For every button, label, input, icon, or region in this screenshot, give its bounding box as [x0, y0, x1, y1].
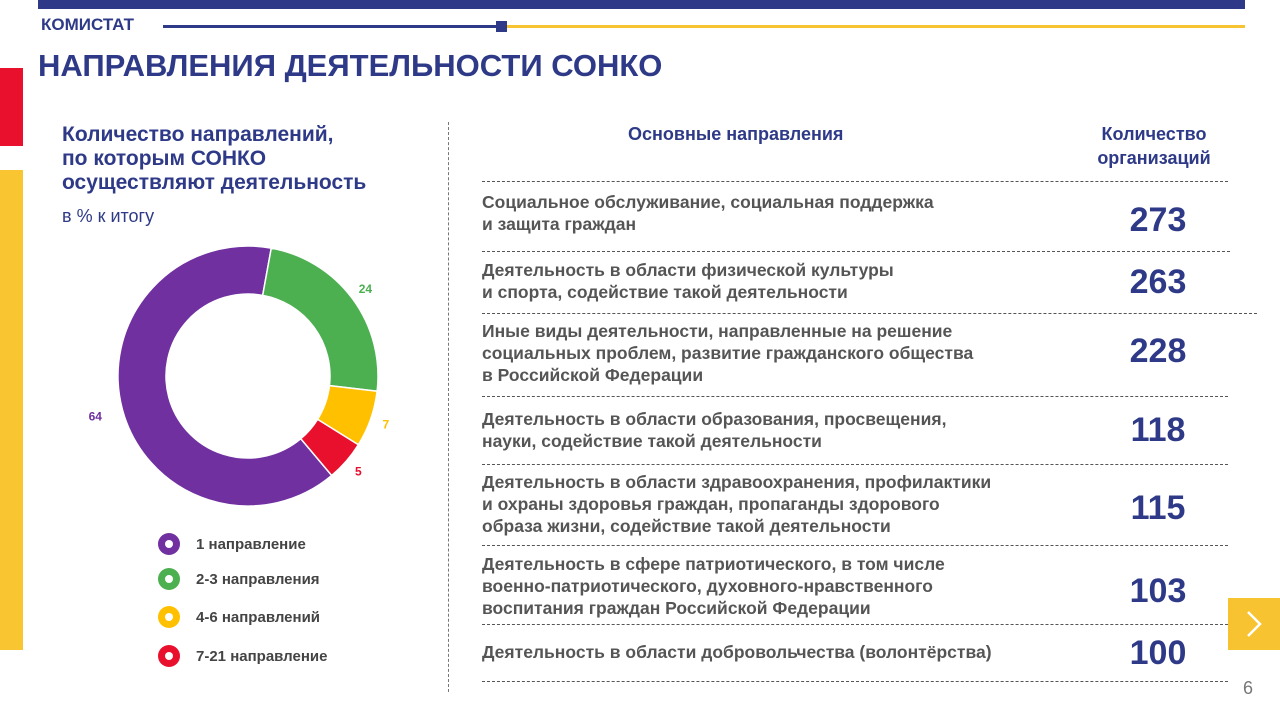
header-line-yellow	[507, 25, 1245, 28]
next-slide-button[interactable]	[1228, 598, 1280, 650]
direction-line: и защита граждан	[482, 214, 637, 234]
chart-title-line: Количество направлений,	[62, 123, 334, 146]
direction-line: военно-патриотического, духовного-нравственного	[482, 576, 933, 596]
direction-line: науки, содействие такой деятельности	[482, 431, 822, 451]
direction-line: Деятельность в области образования, просвещения,	[482, 409, 947, 429]
row-separator	[482, 624, 1228, 625]
table-row-count: 118	[1130, 411, 1186, 449]
page-number: 6	[1243, 678, 1254, 698]
direction-line: Деятельность в области физической культуры	[482, 260, 894, 280]
donut-data-label: 24	[358, 282, 373, 297]
table-row-count: 228	[1129, 332, 1187, 370]
donut-slice	[263, 248, 378, 391]
top-bar	[38, 0, 1245, 9]
chart-title	[62, 123, 442, 195]
row-separator	[482, 681, 1228, 682]
row-separator	[482, 313, 1257, 314]
chart-title-line: по которым СОНКО	[62, 147, 267, 170]
table-header-count	[1078, 122, 1230, 170]
table-row-count: 100	[1129, 634, 1187, 672]
direction-line: Социальное обслуживание, социальная поддержка	[482, 192, 934, 212]
donut-data-label: 5	[354, 464, 362, 479]
legend-label: 4-6 направлений	[196, 609, 321, 626]
table-row-direction	[482, 641, 992, 663]
brand-name: КОМИСТАТ	[41, 15, 134, 34]
direction-line: Деятельность в области здравоохранения, профилактики	[482, 472, 992, 492]
table-row-direction	[482, 471, 991, 537]
side-accent-yellow	[0, 170, 23, 650]
direction-line: социальных проблем, развитие гражданского общества	[482, 343, 974, 363]
table-row-count: 115	[1130, 489, 1186, 527]
legend-marker	[158, 606, 180, 628]
direction-line: Деятельность в сфере патриотического, в том числе	[482, 554, 945, 574]
header-line-blue	[163, 25, 496, 28]
table-row-count: 273	[1129, 201, 1187, 239]
table-row-count: 103	[1129, 572, 1187, 610]
direction-line: и спорта, содействие такой деятельности	[482, 282, 848, 302]
chevron-right-icon	[1228, 598, 1280, 650]
header-line-marker	[496, 21, 507, 32]
row-separator	[482, 396, 1228, 397]
legend-label: 1 направление	[196, 536, 306, 553]
direction-line: Иные виды деятельности, направленные на решение	[482, 321, 953, 341]
table-row-direction	[482, 259, 894, 303]
row-separator	[482, 545, 1228, 546]
direction-line: образа жизни, содействие такой деятельности	[482, 516, 891, 536]
donut-data-label: 64	[88, 409, 102, 424]
table-row-direction	[482, 320, 973, 386]
legend-label: 7-21 направление	[196, 648, 328, 665]
table-row-direction	[482, 553, 945, 619]
table-header-count-line: Количество	[1101, 124, 1207, 144]
donut-chart	[88, 240, 420, 520]
legend-marker	[158, 645, 180, 667]
direction-line: и охраны здоровья граждан, пропаганды здорового	[482, 494, 940, 514]
legend-marker	[158, 568, 180, 590]
table-header-directions: Основные направления	[628, 124, 844, 144]
side-accent-red	[0, 68, 23, 146]
page-title: НАПРАВЛЕНИЯ ДЕЯТЕЛЬНОСТИ СОНКО	[38, 48, 663, 83]
donut-data-label: 7	[382, 417, 390, 432]
chart-title-line: осуществляют деятельность	[62, 171, 367, 194]
row-separator	[482, 464, 1228, 465]
row-separator	[482, 251, 1230, 252]
table-row-count: 263	[1129, 263, 1187, 301]
table-row-direction	[482, 408, 946, 452]
row-separator	[482, 181, 1228, 182]
direction-line: Деятельность в области добровольчества (волонтёрства)	[482, 642, 992, 662]
chart-subtitle: в % к итогу	[62, 206, 155, 226]
direction-line: в Российской Федерации	[482, 365, 704, 385]
legend-label: 2-3 направления	[196, 571, 320, 588]
vertical-divider	[448, 122, 449, 692]
table-row-direction	[482, 191, 934, 235]
direction-line: воспитания граждан Российской Федерации	[482, 598, 871, 618]
legend-marker	[158, 533, 180, 555]
table-header-count-line: организаций	[1097, 148, 1211, 168]
